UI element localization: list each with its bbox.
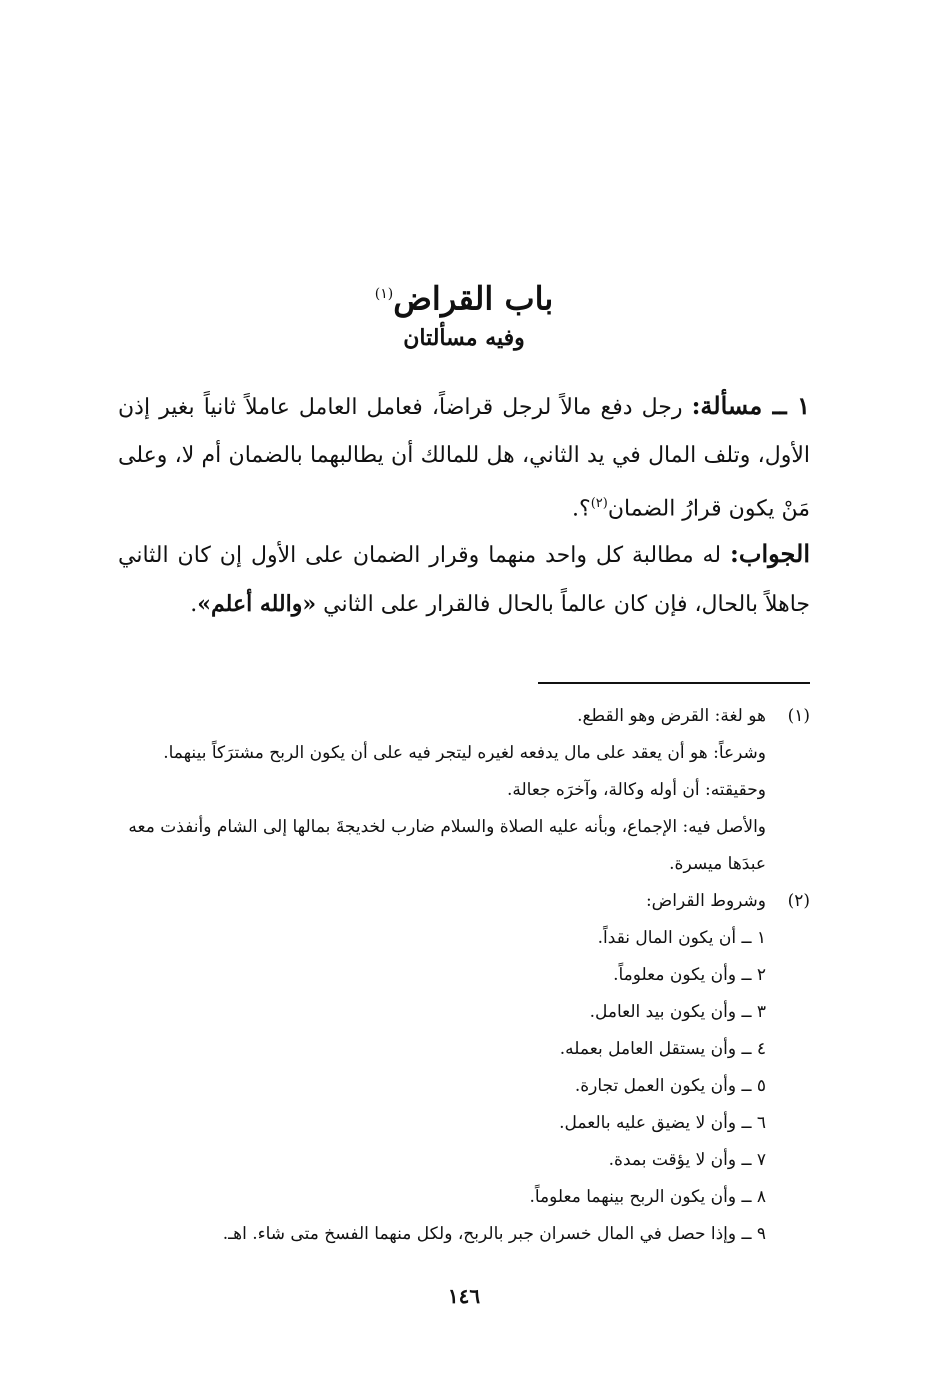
condition-item: ٤ ــ وأن يستقل العامل بعمله. [559,1039,766,1059]
footnote-1-line-2: وشرعاً: هو أن يعقد على مال يدفعه لغيره ليتجر فيه على أن يكون الربح مشترَكاً بينهما. وحقيقته: أن أوله وكالة، وآخرَه جعالة. [163,743,766,800]
answer-closing: «والله أعلم» [197,591,317,617]
answer-label: الجواب: [730,539,810,568]
footnote-1-number: (١) [787,706,810,726]
question-end: ؟. [572,496,591,522]
footnote-1-line-3: والأصل فيه: الإجماع، وبأنه عليه الصلاة والسلام ضارب لخديجةَ بمالها إلى الشام وأنفذت معه عبدَها ميسرة. [128,817,766,874]
question-footnote-ref: (٢) [590,496,608,511]
book-page [118,0,810,1387]
condition-item: ١ ــ أن يكون المال نقداً. [597,928,766,948]
question-text: رجل دفع مالاً لرجل قراضاً، فعامل العامل عاملاً ثانياً بغير إذن الأول، وتلف المال في يد الثاني، هل للمالك أن يطالبهما بالضمان أم لا، وعلى مَنْ يكون قرارُ الضمان [118,395,810,522]
chapter-subtitle: وفيه مسألتان [403,325,525,351]
footnote-2-number: (٢) [787,891,810,911]
page-number: ١٤٦ [447,1284,481,1308]
footnote-separator [538,682,810,684]
condition-item: ٢ ــ وأن يكون معلوماً. [613,965,766,985]
chapter-title-footnote-ref: (١) [374,286,394,302]
chapter-title [118,272,810,321]
condition-item: ٣ ــ وأن يكون بيد العامل. [589,1002,766,1022]
question-label: ١ ــ مسألة: [691,391,810,420]
condition-item: ٥ ــ وأن يكون العمل تجارة. [574,1076,766,1096]
footnotes [118,698,810,1253]
condition-item: ٨ ــ وأن يكون الربح بينهما معلوماً. [529,1187,766,1207]
answer-end: . [190,592,198,617]
footnote-1-line-1 [118,698,810,735]
condition-item: ٦ ــ وأن لا يضيق عليه بالعمل. [559,1113,766,1133]
answer-paragraph [118,530,810,629]
chapter-title-text: باب القراض [393,279,554,318]
footnote-2-intro [118,883,810,920]
footnote-1-text: هو لغة: القرض وهو القطع. [577,706,766,726]
footnote-2-text: وشروط القراض: [645,891,766,911]
answer-text: له مطالبة كل واحد منهما وقرار الضمان على الأول إن كان الثاني جاهلاً بالحال، فإن كان عالماً بالحال فالقرار على الثاني [118,543,810,617]
condition-item: ٧ ــ وأن لا يؤقت بمدة. [608,1150,766,1170]
condition-item: ٩ ــ وإذا حصل في المال خسران جبر بالربح، ولكل منهما الفسخ متى شاء. اهـ. [222,1224,766,1244]
question-paragraph [118,382,810,533]
